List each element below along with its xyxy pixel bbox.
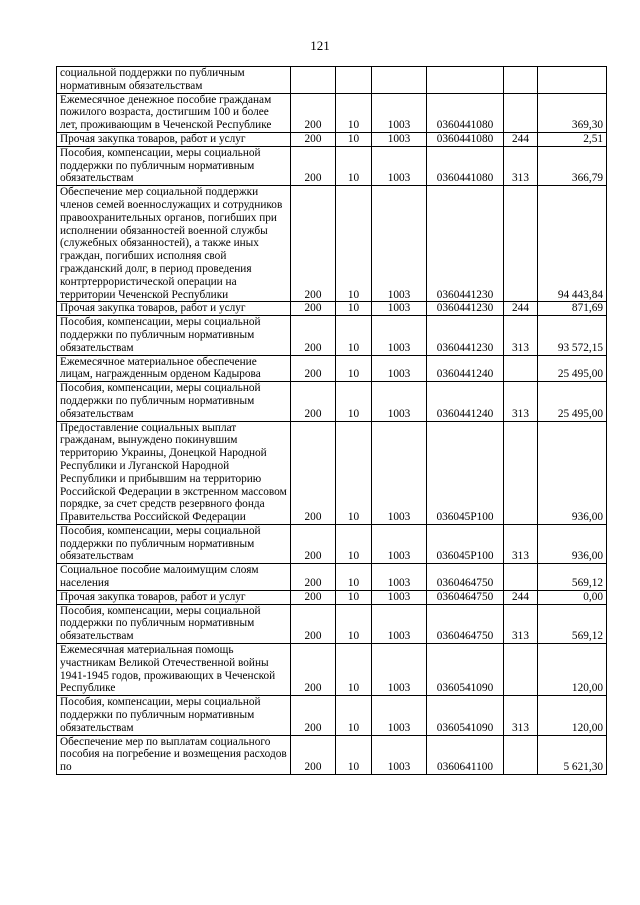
cell-subsection: 1003 [372,590,427,604]
cell-target-article: 036045Р100 [427,524,504,563]
cell-section: 10 [336,186,372,302]
cell-ministry-code: 200 [291,302,336,316]
cell-expense-type [504,735,538,774]
cell-ministry-code: 200 [291,696,336,735]
cell-subsection: 1003 [372,316,427,355]
cell-expense-type: 244 [504,132,538,146]
cell-target-article: 0360641100 [427,735,504,774]
table-row [57,590,607,604]
cell-ministry-code: 200 [291,132,336,146]
cell-subsection: 1003 [372,564,427,591]
cell-section: 10 [336,93,372,132]
cell-expense-type [504,644,538,696]
cell-ministry-code: 200 [291,93,336,132]
cell-subsection [372,67,427,94]
cell-section: 10 [336,644,372,696]
cell-target-article: 0360441230 [427,302,504,316]
cell-amount: 120,00 [538,644,607,696]
table-row [57,604,607,643]
cell-amount: 93 572,15 [538,316,607,355]
cell-target-article: 0360464750 [427,564,504,591]
cell-amount: 936,00 [538,421,607,524]
cell-subsection: 1003 [372,696,427,735]
cell-amount: 366,79 [538,146,607,185]
cell-ministry-code: 200 [291,524,336,563]
cell-section: 10 [336,355,372,382]
cell-name: Прочая закупка товаров, работ и услуг [57,132,291,146]
cell-name: Пособия, компенсации, меры социальной поддержки по публичным нормативным обязательствам [57,316,291,355]
cell-expense-type: 244 [504,590,538,604]
cell-amount: 569,12 [538,564,607,591]
cell-name: Пособия, компенсации, меры социальной поддержки по публичным нормативным обязательствам [57,696,291,735]
table-row [57,735,607,774]
cell-name: Предоставление социальных выплат гражданам, вынуждено покинувшим территорию Украины, Донецкой Народной Республики и Луганской Народной Республики и прибывшим на территорию Российской Федерации в экстренном массовом порядке, за счет средств резервного фонда Правительства Российской Федерации [57,421,291,524]
cell-ministry-code: 200 [291,316,336,355]
cell-expense-type: 313 [504,146,538,185]
cell-ministry-code: 200 [291,564,336,591]
cell-ministry-code [291,67,336,94]
cell-subsection: 1003 [372,186,427,302]
cell-amount: 369,30 [538,93,607,132]
cell-expense-type: 313 [504,382,538,421]
table-row [57,93,607,132]
table-row [57,302,607,316]
cell-target-article: 0360441240 [427,382,504,421]
table-row [57,421,607,524]
table-row [57,186,607,302]
cell-name: Пособия, компенсации, меры социальной поддержки по публичным нормативным обязательствам [57,146,291,185]
cell-amount: 936,00 [538,524,607,563]
cell-subsection: 1003 [372,604,427,643]
cell-name: Обеспечение мер социальной поддержки членов семей военнослужащих и сотрудников правоохранительных органов, погибших при исполнении обязанностей военной службы (служебных обязанностей), а также иных граждан, погибших исполняя свой гражданский долг, в период проведения контртеррористической операции на территории Чеченской Республики [57,186,291,302]
cell-expense-type [504,67,538,94]
cell-ministry-code: 200 [291,186,336,302]
cell-target-article: 0360441080 [427,146,504,185]
cell-subsection: 1003 [372,421,427,524]
cell-expense-type: 313 [504,696,538,735]
cell-section [336,67,372,94]
cell-name: Пособия, компенсации, меры социальной поддержки по публичным нормативным обязательствам [57,604,291,643]
table-row [57,696,607,735]
cell-subsection: 1003 [372,644,427,696]
table-row [57,67,607,94]
cell-amount: 25 495,00 [538,382,607,421]
cell-amount: 5 621,30 [538,735,607,774]
cell-subsection: 1003 [372,735,427,774]
table-row [57,524,607,563]
cell-section: 10 [336,564,372,591]
cell-section: 10 [336,132,372,146]
cell-name: Социальное пособие малоимущим слоям населения [57,564,291,591]
cell-target-article: 0360464750 [427,604,504,643]
cell-name: Ежемесячное материальное обеспечение лицам, награжденным орденом Кадырова [57,355,291,382]
cell-amount: 25 495,00 [538,355,607,382]
cell-name: Пособия, компенсации, меры социальной поддержки по публичным нормативным обязательствам [57,382,291,421]
cell-target-article: 0360464750 [427,590,504,604]
cell-subsection: 1003 [372,355,427,382]
cell-name: Пособия, компенсации, меры социальной поддержки по публичным нормативным обязательствам [57,524,291,563]
cell-section: 10 [336,421,372,524]
table-row [57,382,607,421]
cell-target-article: 0360541090 [427,696,504,735]
cell-subsection: 1003 [372,132,427,146]
cell-name: Ежемесячная материальная помощь участникам Великой Отечественной войны 1941-1945 годов, проживающих в Чеченской Республике [57,644,291,696]
cell-ministry-code: 200 [291,355,336,382]
cell-target-article [427,67,504,94]
cell-section: 10 [336,316,372,355]
cell-amount: 120,00 [538,696,607,735]
cell-expense-type [504,93,538,132]
cell-subsection: 1003 [372,146,427,185]
cell-section: 10 [336,590,372,604]
cell-target-article: 0360441080 [427,132,504,146]
cell-expense-type [504,564,538,591]
cell-name: Прочая закупка товаров, работ и услуг [57,590,291,604]
cell-section: 10 [336,382,372,421]
cell-subsection: 1003 [372,524,427,563]
cell-expense-type: 244 [504,302,538,316]
cell-amount: 0,00 [538,590,607,604]
cell-name: Обеспечение мер по выплатам социального пособия на погребение и возмещения расходов по [57,735,291,774]
cell-section: 10 [336,302,372,316]
table-row [57,644,607,696]
cell-section: 10 [336,524,372,563]
cell-section: 10 [336,146,372,185]
cell-section: 10 [336,735,372,774]
table-body [57,67,607,775]
cell-subsection: 1003 [372,382,427,421]
cell-section: 10 [336,696,372,735]
cell-expense-type [504,421,538,524]
cell-name: Ежемесячное денежное пособие гражданам пожилого возраста, достигшим 100 и более лет, проживающим в Чеченской Республике [57,93,291,132]
cell-amount [538,67,607,94]
cell-expense-type: 313 [504,604,538,643]
cell-ministry-code: 200 [291,604,336,643]
cell-name: Прочая закупка товаров, работ и услуг [57,302,291,316]
cell-amount: 871,69 [538,302,607,316]
cell-target-article: 0360441240 [427,355,504,382]
cell-target-article: 0360441230 [427,316,504,355]
table-row [57,146,607,185]
cell-ministry-code: 200 [291,735,336,774]
table-row [57,316,607,355]
cell-amount: 94 443,84 [538,186,607,302]
cell-target-article: 0360541090 [427,644,504,696]
cell-ministry-code: 200 [291,421,336,524]
cell-target-article: 0360441080 [427,93,504,132]
cell-ministry-code: 200 [291,146,336,185]
cell-ministry-code: 200 [291,382,336,421]
cell-expense-type: 313 [504,316,538,355]
cell-amount: 2,51 [538,132,607,146]
cell-ministry-code: 200 [291,644,336,696]
cell-expense-type [504,186,538,302]
cell-section: 10 [336,604,372,643]
cell-target-article: 036045Р100 [427,421,504,524]
cell-amount: 569,12 [538,604,607,643]
page-number: 121 [310,38,330,53]
table-row [57,132,607,146]
table-row [57,564,607,591]
cell-target-article: 0360441230 [427,186,504,302]
cell-subsection: 1003 [372,93,427,132]
cell-expense-type [504,355,538,382]
cell-subsection: 1003 [372,302,427,316]
table-row [57,355,607,382]
cell-name: социальной поддержки по публичным нормативным обязательствам [57,67,291,94]
budget-table [56,66,607,775]
cell-ministry-code: 200 [291,590,336,604]
cell-expense-type: 313 [504,524,538,563]
